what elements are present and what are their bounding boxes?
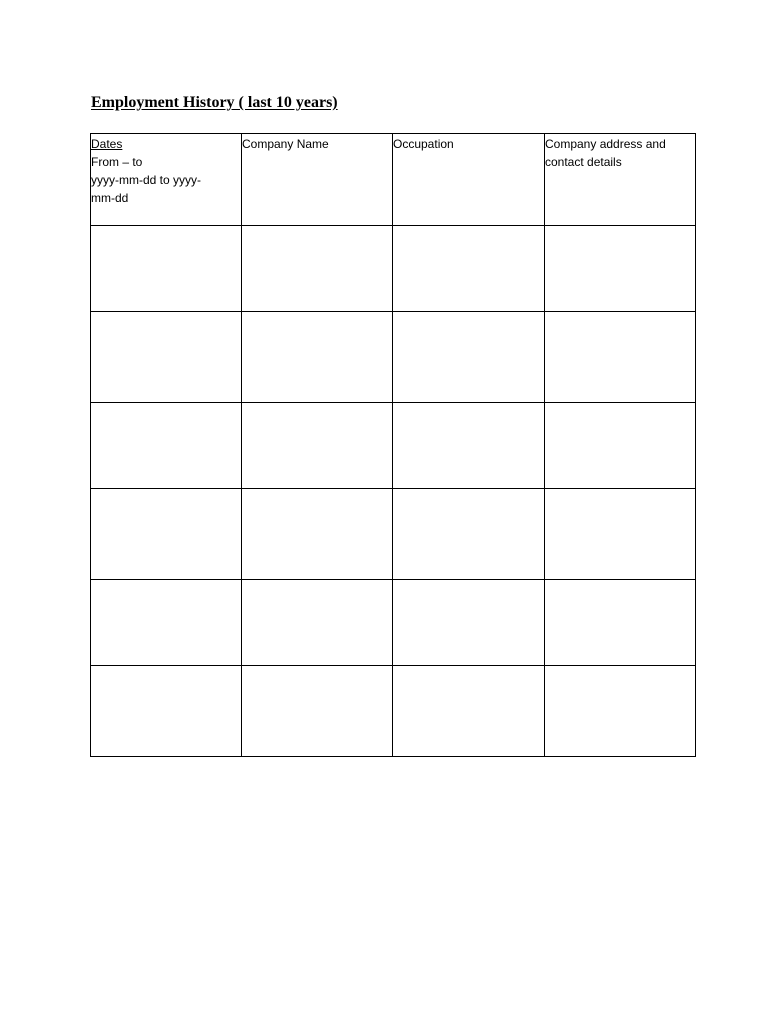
- header-company-address-line-2: contact details: [545, 155, 622, 169]
- header-dates-line-4: mm-dd: [91, 191, 129, 205]
- table-cell-dates[interactable]: [91, 489, 242, 580]
- table-row: [91, 312, 696, 403]
- header-dates-label: Dates: [91, 137, 123, 151]
- table-cell-occupation[interactable]: [393, 226, 545, 312]
- table-cell-dates[interactable]: [91, 312, 242, 403]
- table-row: [91, 580, 696, 666]
- header-dates-line-2: From – to: [91, 155, 143, 169]
- header-company-address: [545, 134, 696, 226]
- table-cell-occupation[interactable]: [393, 666, 545, 757]
- employment-history-table: [90, 133, 696, 757]
- table-cell-company-address[interactable]: [545, 312, 696, 403]
- table-cell-company-address[interactable]: [545, 226, 696, 312]
- table-cell-company-name[interactable]: [242, 580, 393, 666]
- header-occupation: [393, 134, 545, 226]
- table-cell-company-name[interactable]: [242, 489, 393, 580]
- table-row: [91, 666, 696, 757]
- table-cell-occupation[interactable]: [393, 580, 545, 666]
- table-cell-occupation[interactable]: [393, 403, 545, 489]
- header-company-name-label: Company Name: [242, 137, 329, 151]
- table-cell-dates[interactable]: [91, 226, 242, 312]
- table-row: [91, 489, 696, 580]
- header-dates-line-3: yyyy-mm-dd to yyyy-: [91, 173, 202, 187]
- header-occupation-label: Occupation: [393, 137, 454, 151]
- table-cell-company-address[interactable]: [545, 580, 696, 666]
- table-row: [91, 226, 696, 312]
- table-cell-dates[interactable]: [91, 666, 242, 757]
- table-cell-company-address[interactable]: [545, 403, 696, 489]
- header-dates: [91, 134, 242, 226]
- page-title: Employment History ( last 10 years): [91, 94, 338, 111]
- header-company-name: [242, 134, 393, 226]
- table-cell-company-name[interactable]: [242, 666, 393, 757]
- table-cell-dates[interactable]: [91, 403, 242, 489]
- table-header-row: [91, 134, 696, 226]
- table-cell-company-address[interactable]: [545, 489, 696, 580]
- table-cell-company-address[interactable]: [545, 666, 696, 757]
- header-company-address-line-1: Company address and: [545, 137, 666, 151]
- table-cell-company-name[interactable]: [242, 403, 393, 489]
- table-cell-occupation[interactable]: [393, 312, 545, 403]
- table-cell-company-name[interactable]: [242, 226, 393, 312]
- table-cell-dates[interactable]: [91, 580, 242, 666]
- table-row: [91, 403, 696, 489]
- table-cell-company-name[interactable]: [242, 312, 393, 403]
- table-cell-occupation[interactable]: [393, 489, 545, 580]
